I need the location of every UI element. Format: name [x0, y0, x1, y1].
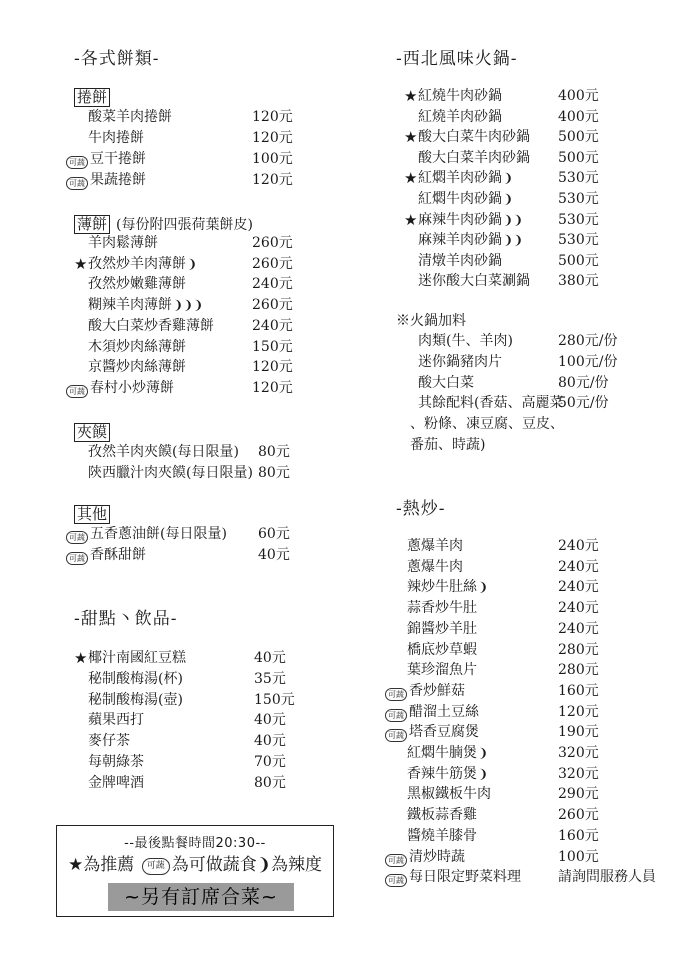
menu-item [385, 681, 678, 701]
item-name: 孜然炒嫩雞薄餅 [88, 276, 186, 293]
item-price: 35元 [254, 670, 286, 687]
menu-item [396, 107, 678, 127]
last-order-time: --最後點餐時間20:30-- [124, 836, 266, 851]
item-name: 蔥爆羊肉 [407, 538, 463, 554]
menu-item [66, 378, 372, 398]
veg-icon: 可蔬 [385, 854, 407, 867]
chili-icon: ❩❩❩ [173, 298, 204, 313]
menu-item [396, 230, 678, 250]
veg-icon: 可蔬 [66, 177, 88, 190]
item-price: 80元 [258, 444, 290, 460]
item-price: 400元 [558, 88, 599, 104]
menu-item [385, 619, 678, 639]
item-name: 酸大白菜炒香雞薄餅 [88, 317, 214, 334]
menu-item [385, 536, 678, 556]
item-name: 糊辣羊肉薄餅❩❩❩ [88, 297, 204, 314]
star-icon: ★ [404, 128, 418, 147]
item-name: 羊肉鬆薄餅 [88, 235, 158, 251]
menu-item [385, 743, 678, 763]
item-name: 迷你酸大白菜涮鍋 [418, 273, 530, 290]
legend-box [56, 825, 334, 917]
chili-icon: ❩ [478, 766, 489, 781]
item-price: 240元 [558, 558, 599, 575]
legend-spicy: 為辣度 [270, 855, 322, 875]
item-price: 120元 [252, 379, 293, 396]
item-price: 請詢問服務人員 [558, 869, 656, 886]
chili-icon: ❩ [256, 855, 271, 875]
item-price: 240元 [252, 276, 293, 293]
item-name: 錦醬炒羊肚 [407, 620, 477, 637]
item-name: 孜然炒羊肉薄餅❩ [88, 255, 198, 272]
star-icon: ★ [74, 254, 88, 273]
menu-item [396, 127, 678, 147]
item-name: 辣炒牛肚絲❩ [407, 579, 489, 596]
item-name: 酸大白菜牛肉砂鍋 [418, 129, 530, 146]
menu-item [396, 86, 678, 106]
item-name: 紅燜牛腩煲❩ [407, 745, 489, 761]
item-name: 清燉羊肉砂鍋 [418, 252, 502, 269]
item-price: 160元 [558, 682, 599, 699]
menu-item [66, 107, 372, 127]
menu-item [66, 545, 378, 565]
item-price: 240元 [252, 317, 293, 334]
item-name: 每朝綠茶 [88, 754, 144, 770]
item-name: 香辣牛筋煲❩ [407, 765, 489, 782]
item-name: 蔥爆牛肉 [407, 558, 463, 575]
item-name: 五香蔥油餅(每日限量) [90, 526, 227, 542]
item-price: 120元 [558, 703, 599, 720]
menu-item [66, 669, 374, 689]
item-price: 500元 [558, 129, 599, 146]
subsection-baobing [74, 214, 253, 234]
legend-veg: 為可做蔬食 [171, 855, 257, 875]
item-name: 椰汁南國紅豆糕 [88, 650, 186, 666]
item-name: 麻辣牛肉砂鍋❩❩ [418, 211, 524, 228]
chili-icon: ❩ [478, 580, 489, 595]
menu-item [66, 274, 372, 294]
item-price: 530元 [558, 211, 599, 228]
banner-other-banquet: ~另有訂席合菜~ [108, 883, 294, 911]
item-name: 香酥甜餅 [90, 547, 146, 563]
menu-item [385, 847, 678, 867]
menu-item [385, 867, 678, 887]
item-name: 果蔬捲餅 [90, 172, 146, 188]
star-icon: ★ [404, 169, 418, 188]
item-price: 280元 [558, 641, 599, 658]
menu-item [396, 189, 678, 209]
item-price: 290元 [558, 786, 599, 803]
item-price: 100元/份 [558, 353, 618, 370]
item-name: 鐵板蒜香雞 [407, 807, 477, 824]
item-name: 牛肉捲餅 [88, 130, 144, 146]
section-heading-dessert: -甜點丶飲品- [74, 609, 178, 629]
item-price: 40元 [254, 650, 286, 666]
subsection-other [74, 505, 110, 524]
item-price: 120元 [252, 109, 293, 125]
menu-item [396, 168, 678, 188]
veg-icon: 可蔬 [66, 385, 88, 398]
item-price: 260元 [252, 235, 293, 251]
subsection-jiamo [74, 423, 110, 442]
menu-item [396, 373, 678, 393]
item-name: 每日限定野菜料理 [409, 869, 521, 886]
subsection-label: 薄餅 [74, 215, 110, 234]
item-name: 酸大白菜 [418, 374, 474, 391]
section-heading-stirfry: -熱炒- [396, 499, 446, 519]
item-price: 400元 [558, 108, 599, 125]
veg-icon: 可蔬 [66, 531, 88, 544]
item-price: 240元 [558, 620, 599, 637]
item-price: 120元 [252, 359, 293, 376]
menu-item [385, 764, 678, 784]
menu-item [385, 640, 678, 660]
item-price: 240元 [558, 600, 599, 617]
legend-recommend: 為推薦 [83, 855, 135, 875]
item-name: 蒜香炒牛肚 [407, 600, 477, 617]
item-price: 500元 [558, 149, 599, 166]
item-price: 40元 [254, 712, 286, 729]
item-price: 80元/份 [558, 374, 609, 391]
item-name: 金牌啤酒 [88, 774, 144, 791]
item-name: 迷你鍋豬肉片 [418, 353, 502, 370]
item-name: 紅燒牛肉砂鍋 [418, 88, 502, 104]
chili-icon: ❩ [503, 171, 514, 186]
item-name: 清炒時蔬 [409, 848, 465, 865]
item-price: 260元 [558, 807, 599, 824]
section-heading-hotpot: -西北風味火鍋- [396, 49, 518, 69]
menu-item [385, 784, 678, 804]
subsection-label: 其他 [74, 505, 110, 524]
veg-icon: 可蔬 [385, 709, 407, 722]
menu-item [66, 731, 374, 751]
menu-item [385, 722, 678, 742]
item-price: 40元 [258, 547, 290, 563]
menu-item [66, 752, 374, 772]
subsection-label: 夾饃 [74, 423, 110, 442]
item-price: 120元 [252, 130, 293, 146]
chili-icon: ❩ [478, 746, 489, 760]
menu-item [66, 254, 372, 274]
menu-item [396, 210, 678, 230]
addon-title: ※火鍋加料 [396, 313, 466, 329]
menu-item [66, 128, 372, 148]
menu-item [66, 170, 372, 190]
item-name: 醬燒羊膝骨 [407, 827, 477, 844]
star-icon: ★ [404, 210, 418, 229]
item-price: 80元 [258, 465, 290, 481]
item-price: 40元 [254, 733, 286, 750]
veg-icon: 可蔬 [385, 729, 407, 742]
item-price: 100元 [558, 848, 599, 865]
legend-symbols [57, 850, 333, 877]
star-icon: ★ [404, 87, 418, 105]
item-name: 葉珍溜魚片 [407, 662, 477, 679]
item-price: 280元/份 [558, 333, 618, 349]
addon-continuation-1: 、粉條、凍豆腐、豆皮、 [410, 416, 564, 432]
item-price: 190元 [558, 724, 599, 741]
addon-continuation-2: 番茄、時蔬) [410, 437, 486, 453]
item-price: 240元 [558, 538, 599, 554]
item-price: 530元 [558, 170, 599, 187]
item-price: 260元 [252, 255, 293, 272]
item-name: 京醬炒肉絲薄餅 [88, 359, 186, 376]
menu-item [66, 690, 374, 710]
item-price: 530元 [558, 191, 599, 207]
item-name: 麥仔茶 [88, 733, 130, 750]
menu-item [385, 660, 678, 680]
item-name: 麻辣羊肉砂鍋❩❩ [418, 232, 524, 249]
menu-item [66, 442, 378, 462]
menu-item [396, 331, 678, 351]
item-price: 260元 [252, 297, 293, 314]
item-price: 120元 [252, 172, 293, 188]
item-name: 肉類(牛、羊肉) [418, 333, 513, 349]
item-price: 80元 [254, 774, 286, 791]
item-name: 木須炒肉絲薄餅 [88, 338, 186, 355]
chili-icon: ❩❩ [503, 212, 524, 227]
menu-item [66, 357, 372, 377]
menu-item [396, 352, 678, 372]
item-name: 豆干捲餅 [90, 151, 146, 167]
star-icon: ★ [74, 649, 88, 667]
item-name: 春村小炒薄餅 [90, 379, 174, 396]
item-name: 橋底炒草蝦 [407, 641, 477, 658]
menu-item [385, 598, 678, 618]
item-name: 黑椒鐵板牛肉 [407, 786, 491, 803]
item-price: 70元 [254, 754, 286, 770]
item-name: 紅燜牛肉砂鍋❩ [418, 191, 514, 207]
menu-item [385, 557, 678, 577]
menu-item [66, 316, 372, 336]
veg-icon: 可蔬 [66, 156, 88, 169]
menu-item [396, 271, 678, 291]
menu-item [66, 295, 372, 315]
item-name: 紅燒羊肉砂鍋 [418, 108, 502, 125]
menu-item [66, 337, 372, 357]
item-name: 酸大白菜羊肉砂鍋 [418, 149, 530, 166]
veg-icon: 可蔬 [385, 688, 407, 701]
item-price: 500元 [558, 252, 599, 269]
item-name: 其餘配料(香菇、高麗菜 [418, 395, 564, 412]
item-name: 孜然羊肉夾饃(每日限量) [88, 444, 239, 460]
menu-item [66, 463, 378, 483]
item-name: 醋溜土豆絲 [409, 703, 479, 720]
item-price: 320元 [558, 745, 599, 761]
menu-item [66, 710, 374, 730]
item-price: 280元 [558, 662, 599, 679]
section-heading-bing: -各式餅類- [74, 49, 160, 69]
star-icon: ★ [68, 855, 84, 875]
item-price: 530元 [558, 232, 599, 249]
menu-item [66, 773, 374, 793]
item-price: 150元 [252, 338, 293, 355]
chili-icon: ❩ [187, 256, 198, 271]
item-price: 160元 [558, 827, 599, 844]
menu-item [66, 648, 374, 668]
item-name: 秘制酸梅湯(杯) [88, 670, 183, 687]
item-price: 60元 [258, 526, 290, 542]
item-name: 酸菜羊肉捲餅 [88, 109, 172, 125]
item-name: 秘制酸梅湯(壺) [88, 691, 183, 708]
menu-item [385, 577, 678, 597]
menu-item [66, 524, 378, 544]
item-price: 380元 [558, 273, 599, 290]
subsection-note: (每份附四張荷葉餅皮) [116, 217, 253, 233]
menu-item [396, 393, 678, 413]
item-price: 320元 [558, 765, 599, 782]
veg-icon: 可蔬 [385, 874, 407, 887]
chili-icon: ❩ [503, 192, 514, 206]
item-price: 50元/份 [558, 395, 609, 412]
item-name: 陝西臘汁肉夾饃(每日限量) [88, 465, 253, 481]
item-price: 240元 [558, 579, 599, 596]
item-name: 紅燜羊肉砂鍋❩ [418, 170, 514, 187]
menu-item [396, 148, 678, 168]
item-price: 100元 [252, 151, 293, 167]
menu-item [385, 826, 678, 846]
menu-item [385, 702, 678, 722]
veg-icon: 可蔬 [66, 552, 88, 565]
menu-item [385, 805, 678, 825]
subsection-label: 捲餅 [74, 88, 110, 107]
chili-icon: ❩❩ [503, 233, 524, 248]
item-name: 塔香豆腐煲 [409, 724, 479, 741]
menu-item [396, 251, 678, 271]
item-name: 蘋果西打 [88, 712, 144, 729]
menu-item [66, 233, 372, 253]
subsection-juanbing [74, 88, 110, 107]
item-name: 香炒鮮菇 [409, 682, 465, 699]
veg-icon: 可蔬 [142, 858, 170, 875]
item-price: 150元 [254, 691, 295, 708]
menu-item [66, 149, 372, 169]
